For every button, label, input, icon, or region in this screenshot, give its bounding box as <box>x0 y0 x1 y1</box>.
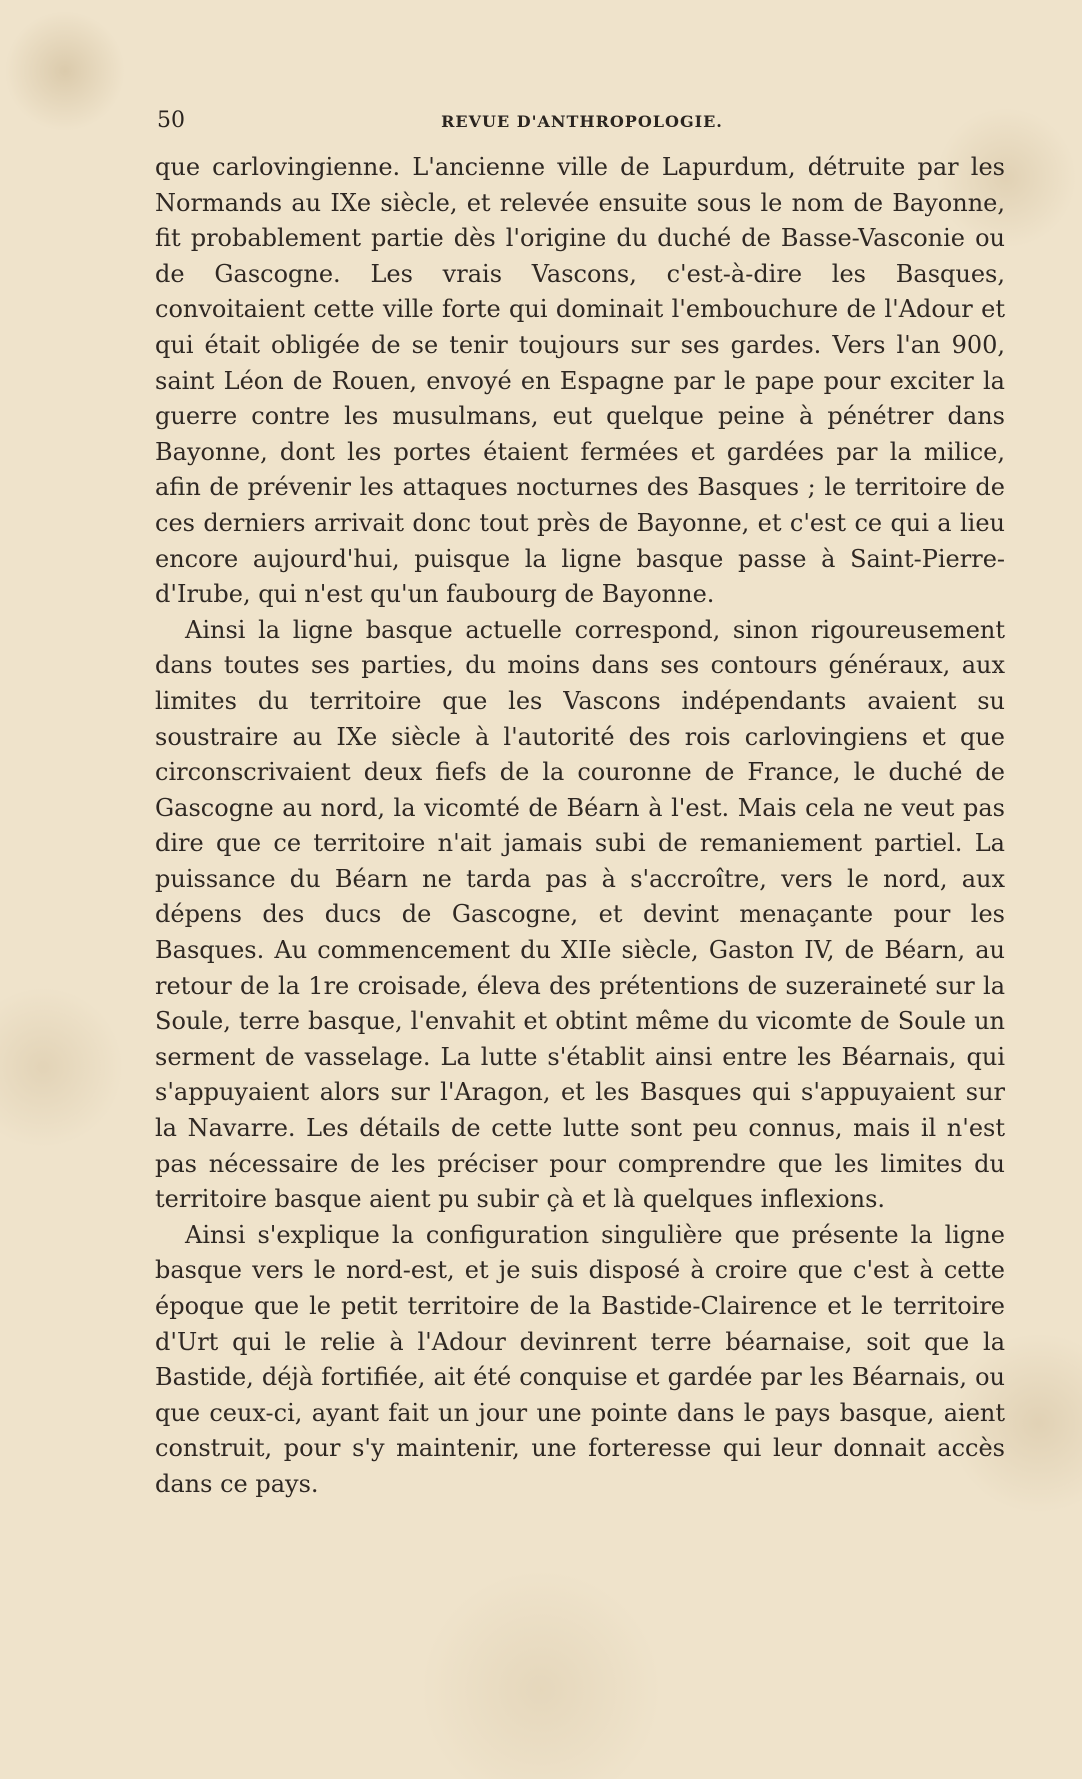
paragraph: Ainsi s'explique la configuration singulière que présente la ligne basque vers le nord-est, et je suis disposé à croire que c'est à cette époque que le petit territoire de la Bastide-Clairence et le territoire d'Urt qui le relie à l'Adour devinrent terre béarnaise, soit que la Bastide, déjà fortifiée, ait été conquise et gardée par les Béarnais, ou que ceux-ci, ayant fait un jour une pointe dans le pays basque, aient construit, pour s'y maintenir, une forteresse qui leur donnait accès dans ce pays. <box>155 1220 1005 1498</box>
paragraph: Ainsi la ligne basque actuelle correspond, sinon rigoureusement dans toutes ses parties, du moins dans ses contours généraux, aux limites du territoire que les Vascons indépendants avaient su soustraire au IXe siècle à l'autorité des rois carlovingiens et que circonscrivaient deux fiefs de la couronne de France, le duché de Gascogne au nord, la vicomté de Béarn à l'est. Mais cela ne veut pas dire que ce territoire n'ait jamais subi de remaniement partiel. La puissance du Béarn ne tarda pas à s'accroître, vers le nord, aux dépens des ducs de Gascogne, et devint menaçante pour les Basques. Au commencement du XIIe siècle, Gaston IV, de Béarn, au retour de la 1re croisade, éleva des prétentions de suzeraineté sur la Soule, terre basque, l'envahit et obtint même du vicomte de Soule un serment de vasselage. La lutte s'établit ainsi entre les Béarnais, qui s'appuyaient alors sur l'Aragon, et les Basques qui s'appuyaient sur la Navarre. Les détails de cette lutte sont peu connus, mais il n'est pas nécessaire de les préciser pour comprendre que les limites du territoire basque aient pu subir çà et là quelques inflexions. <box>155 615 1005 1214</box>
running-title: REVUE D'ANTHROPOLOGIE. <box>441 112 723 131</box>
page-header <box>157 108 1007 138</box>
paragraph: que carlovingienne. L'ancienne ville de Lapurdum, détruite par les Normands au IXe siècle, et relevée ensuite sous le nom de Bayonne, fit probablement partie dès l'origine du duché de Basse-Vasconie ou de Gascogne. Les vrais Vascons, c'est-à-dire les Basques, convoitaient cette ville forte qui dominait l'embouchure de l'Adour et qui était obligée de se tenir toujours sur ses gardes. Vers l'an 900, saint Léon de Rouen, envoyé en Espagne par le pape pour exciter la guerre contre les musulmans, eut quelque peine à pénétrer dans Bayonne, dont les portes étaient fermées et gardées par la milice, afin de prévenir les attaques nocturnes des Basques ; le territoire de ces derniers arrivait donc tout près de Bayonne, et c'est ce qui a lieu encore aujourd'hui, puisque la ligne basque passe à Saint-Pierre-d'Irube, qui n'est qu'un faubourg de Bayonne. <box>155 153 1005 609</box>
page-number: 50 <box>157 108 185 133</box>
body-text <box>155 150 1005 1503</box>
